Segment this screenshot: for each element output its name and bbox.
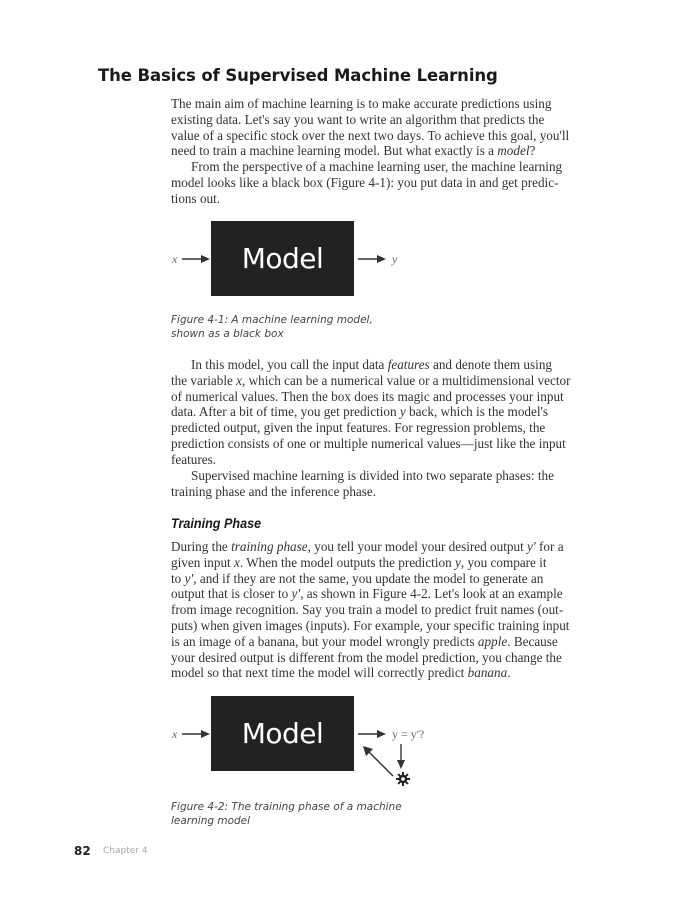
intro-paragraph-1 (171, 96, 605, 159)
section-title: The Basics of Supervised Machine Learning (98, 66, 498, 85)
figure2-output-label: y = y'? (392, 727, 425, 741)
text-line: model so that next time the model will correctly predict banana. (171, 665, 511, 681)
emphasis-model: model (497, 143, 530, 159)
text-line: features. (171, 451, 217, 467)
subsection-heading: Training Phase (171, 515, 262, 531)
arrow-right-icon (182, 254, 212, 264)
text-line: predicted output, given the input features. For regression problems, the (171, 420, 546, 436)
text-line: given input x. When the model outputs the prediction y, you compare it (171, 554, 547, 570)
text-line: is an image of a banana, but your model wrongly predicts apple. Because (171, 633, 558, 649)
text-line: The main aim of machine learning is to make accurate predictions using (171, 96, 552, 111)
text-line: from image recognition. Say you train a model to predict fruit names (out- (171, 602, 564, 618)
arrow-right-icon (358, 254, 388, 264)
text-line: output that is closer to y', as shown in Figure 4-2. Let's look at an example (171, 586, 563, 602)
body-paragraph-4 (171, 468, 605, 500)
body-paragraph-3 (171, 357, 605, 468)
text-line: of numerical values. Then the box does its magic and processes your input (171, 388, 564, 404)
caption-line: Figure 4-2: The training phase of a machine (171, 801, 402, 813)
figure-caption (171, 800, 411, 828)
text-line: Supervised machine learning is divided into two separate phases: the (191, 468, 554, 483)
caption-line: Figure 4-1: A machine learning model, (171, 314, 373, 326)
text-line: need to train a machine learning model. But what exactly is a model? (171, 143, 536, 159)
text-line: tions out. (171, 190, 221, 206)
figure1-output-var: y (392, 252, 398, 266)
figure-caption (171, 313, 411, 341)
arrow-right-icon (182, 729, 212, 739)
caption-line: learning model (171, 815, 251, 827)
model-box: Model (211, 221, 354, 296)
text-line: During the training phase, you tell your model your desired output y' for a (171, 539, 564, 554)
text-line: In this model, you call the input data features and denote them using (191, 357, 553, 372)
text-line: to y', and if they are not the same, you update the model to generate an (171, 570, 544, 586)
text-line: existing data. Let's say you want to write an algorithm that predicts the (171, 111, 545, 127)
text-line: the variable x, which can be a numerical value or a multidimensional vector (171, 372, 571, 388)
page-number: 82 (74, 844, 91, 858)
text-line: your desired output is different from the model prediction, you change the (171, 649, 562, 665)
text-line: prediction consists of one or multiple numerical values—just like the input (171, 435, 566, 451)
chapter-label: Chapter 4 (103, 846, 148, 856)
text-line: model looks like a black box (Figure 4-1): you put data in and get predic- (171, 174, 559, 190)
caption-line: shown as a black box (171, 328, 284, 340)
text-line: value of a specific stock over the next two days. To achieve this goal, you'll (171, 127, 570, 143)
training-paragraph (171, 539, 605, 681)
text-line: From the perspective of a machine learning user, the machine learning (191, 159, 563, 174)
intro-paragraph-2 (171, 159, 605, 206)
figure1-input-var: x (172, 252, 178, 266)
model-box: Model (211, 696, 354, 771)
figure2-input-var: x (172, 727, 178, 741)
text-line: training phase and the inference phase. (171, 483, 377, 499)
text-line: data. After a bit of time, you get prediction y back, which is the model's (171, 404, 549, 420)
text-line: puts) when given images (inputs). For example, your specific training input (171, 617, 570, 633)
arrow-right-icon (358, 729, 388, 739)
arrow-diagonal-icon (361, 744, 401, 784)
